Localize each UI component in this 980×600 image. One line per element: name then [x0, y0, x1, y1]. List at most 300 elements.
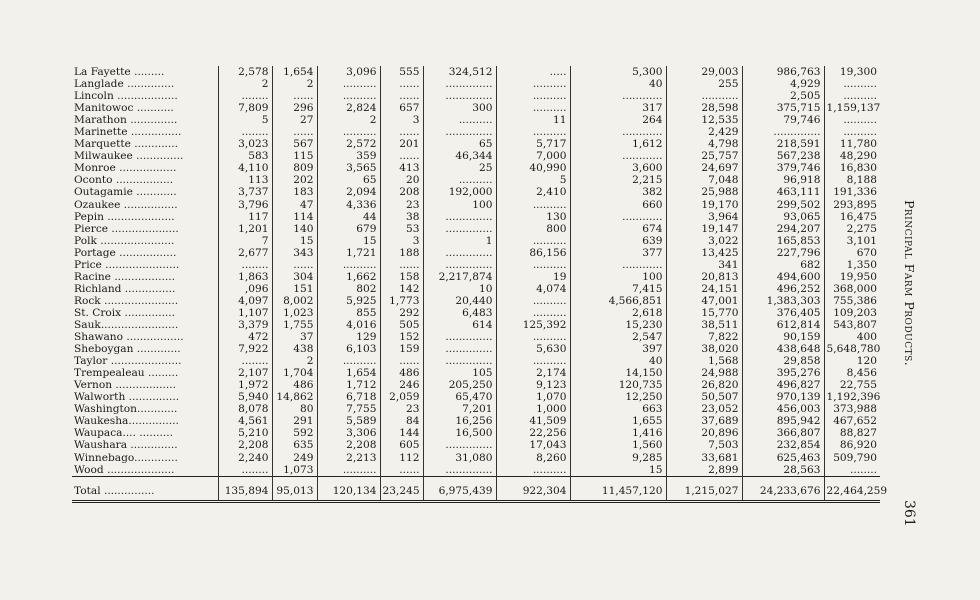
table-cell: 1,000 — [496, 403, 570, 415]
county-name: Racine .................. — [74, 270, 175, 283]
table-cell: 15,230 — [570, 319, 666, 331]
table-cell: 5,940 — [218, 391, 272, 403]
table-cell: 438,648 — [742, 343, 824, 355]
table-cell: 86,156 — [496, 247, 570, 259]
table-cell: 639 — [570, 235, 666, 247]
table-row — [72, 174, 880, 186]
table-cell: 625,463 — [742, 452, 824, 464]
table-cell: 191,336 — [824, 186, 880, 198]
table-row — [72, 162, 880, 174]
table-cell: .............. — [423, 439, 496, 451]
table-row — [72, 90, 880, 102]
table-cell: 2 — [218, 78, 272, 90]
total-row — [72, 476, 880, 501]
table-cell: 117 — [218, 211, 272, 223]
table-cell: 614 — [423, 319, 496, 331]
table-cell: ............ — [570, 259, 666, 271]
running-title: Principal Farm Products. — [902, 200, 917, 367]
table-cell: 375,715 — [742, 102, 824, 114]
table-cell: 25 — [423, 162, 496, 174]
table-row — [72, 295, 880, 307]
table-cell: 343 — [272, 247, 317, 259]
table-cell: 809 — [272, 162, 317, 174]
table-cell: 188 — [380, 247, 423, 259]
table-cell: 567 — [272, 138, 317, 150]
table-row — [72, 283, 880, 295]
table-cell: 413 — [380, 162, 423, 174]
table-cell: 38,511 — [666, 319, 742, 331]
table-cell: 93,065 — [742, 211, 824, 223]
table-row — [72, 343, 880, 355]
county-name: Taylor ..................... — [74, 355, 182, 368]
county-name: Marathon .............. — [74, 114, 178, 127]
total-cell: 1,215,027 — [666, 476, 742, 501]
table-cell: 2,505 — [742, 90, 824, 102]
table-cell: 304 — [272, 271, 317, 283]
table-cell: 90,159 — [742, 331, 824, 343]
table-cell: .......... — [496, 126, 570, 138]
table-cell: 2,213 — [317, 452, 380, 464]
table-cell: 505 — [380, 319, 423, 331]
table-cell: 1,560 — [570, 439, 666, 451]
table-cell: 755,386 — [824, 295, 880, 307]
table-cell: 96,918 — [742, 174, 824, 186]
table-cell: 7,755 — [317, 403, 380, 415]
table-cell: 44 — [317, 211, 380, 223]
table-cell: 33,681 — [666, 452, 742, 464]
table-cell: 112 — [380, 452, 423, 464]
table-cell: 5,630 — [496, 343, 570, 355]
table-cell: 2,677 — [218, 247, 272, 259]
table-cell: 663 — [570, 403, 666, 415]
table-cell: 17,043 — [496, 439, 570, 451]
table-cell: 7,809 — [218, 102, 272, 114]
table-cell: 165,853 — [742, 235, 824, 247]
table-row — [72, 427, 880, 439]
table-cell: ...... — [380, 90, 423, 102]
table-cell: 158 — [380, 271, 423, 283]
table-cell: 27 — [272, 114, 317, 126]
table-cell: 65 — [317, 174, 380, 186]
table-cell: 3,022 — [666, 235, 742, 247]
table-cell: .......... — [496, 355, 570, 367]
table-cell: .............. — [423, 126, 496, 138]
table-cell: 20,813 — [666, 271, 742, 283]
table-cell: 2 — [272, 355, 317, 367]
table-cell: 53 — [380, 223, 423, 235]
table-cell: 29,858 — [742, 355, 824, 367]
table-cell: 25,757 — [666, 150, 742, 162]
total-cell: 135,894 — [218, 476, 272, 501]
table-cell: .......... — [317, 355, 380, 367]
table-cell: 12,250 — [570, 391, 666, 403]
table-cell: 400 — [824, 331, 880, 343]
table-cell: 11,780 — [824, 138, 880, 150]
table-cell: .......... — [496, 199, 570, 211]
table-cell: 657 — [380, 102, 423, 114]
table-cell: 8,078 — [218, 403, 272, 415]
table-cell: 105 — [423, 367, 496, 379]
table-cell: ........ — [218, 259, 272, 271]
table-cell: 23,052 — [666, 403, 742, 415]
table-cell: 40 — [570, 78, 666, 90]
county-name: Richland ............... — [74, 282, 176, 295]
table-row — [72, 452, 880, 464]
table-cell: 22,755 — [824, 379, 880, 391]
table-row — [72, 355, 880, 367]
table-cell: 3,379 — [218, 319, 272, 331]
table-row — [72, 271, 880, 283]
table-cell: 50,507 — [666, 391, 742, 403]
table-cell: ........ — [218, 126, 272, 138]
table-cell: ,096 — [218, 283, 272, 295]
table-cell: ............ — [570, 126, 666, 138]
table-cell: 1,654 — [317, 367, 380, 379]
table-row — [72, 415, 880, 427]
table-cell: 24,151 — [666, 283, 742, 295]
table-cell: 28,598 — [666, 102, 742, 114]
county-name: Sheboygan ............. — [74, 343, 181, 356]
total-cell: 22,464,259 — [824, 476, 880, 501]
table-cell: 467,652 — [824, 415, 880, 427]
county-name: Waushara .............. — [74, 439, 178, 452]
county-name: Waupaca.... .......... — [74, 427, 173, 440]
table-cell: 7 — [218, 235, 272, 247]
table-cell: 20,440 — [423, 295, 496, 307]
county-name: Shawano ................. — [74, 331, 184, 344]
table-cell: 120 — [824, 355, 880, 367]
table-cell: 376,405 — [742, 307, 824, 319]
table-cell: 486 — [272, 379, 317, 391]
table-cell: ........ — [218, 90, 272, 102]
table-cell: 509,790 — [824, 452, 880, 464]
table-row — [72, 319, 880, 331]
table-cell: 23 — [380, 199, 423, 211]
table-cell: 88,827 — [824, 427, 880, 439]
table-cell: .............. — [423, 259, 496, 271]
table-cell: 22,256 — [496, 427, 570, 439]
table-cell: 205,250 — [423, 379, 496, 391]
table-cell: 48,290 — [824, 150, 880, 162]
table-cell: 300 — [423, 102, 496, 114]
table-cell: 202 — [272, 174, 317, 186]
table-cell: 8,260 — [496, 452, 570, 464]
table-cell: 2,059 — [380, 391, 423, 403]
table-cell: 249 — [272, 452, 317, 464]
table-cell: 379,746 — [742, 162, 824, 174]
table-row — [72, 66, 880, 78]
table-cell: 1,073 — [272, 464, 317, 477]
table-cell: .......... — [496, 331, 570, 343]
table-cell: .......... — [317, 259, 380, 271]
table-cell: 496,252 — [742, 283, 824, 295]
table-cell: 109,203 — [824, 307, 880, 319]
table-cell: .............. — [423, 355, 496, 367]
table-cell: 1,655 — [570, 415, 666, 427]
table-cell: 14,150 — [570, 367, 666, 379]
table-cell: 3,096 — [317, 66, 380, 78]
table-cell: .......... — [317, 90, 380, 102]
table-cell: 7,415 — [570, 283, 666, 295]
table-cell: 37,689 — [666, 415, 742, 427]
table-cell: 38 — [380, 211, 423, 223]
table-cell: 6,718 — [317, 391, 380, 403]
table-cell: .......... — [824, 114, 880, 126]
table-cell: .......... — [824, 90, 880, 102]
table-cell: .......... — [496, 259, 570, 271]
farm-products-table — [72, 66, 888, 503]
table-cell: 1,023 — [272, 307, 317, 319]
table-cell: 5,589 — [317, 415, 380, 427]
table-cell: 456,003 — [742, 403, 824, 415]
table-cell: 40,990 — [496, 162, 570, 174]
table-cell: 19,950 — [824, 271, 880, 283]
table-cell: 555 — [380, 66, 423, 78]
county-name: Manitowoc ........... — [74, 102, 174, 115]
table-cell: 1,773 — [380, 295, 423, 307]
table-cell: .......... — [496, 235, 570, 247]
table-cell: 201 — [380, 138, 423, 150]
table-cell: 293,895 — [824, 199, 880, 211]
table-row — [72, 78, 880, 90]
table-cell: 26,820 — [666, 379, 742, 391]
table-cell: .......... — [317, 464, 380, 477]
table-cell: 895,942 — [742, 415, 824, 427]
table-cell: 494,600 — [742, 271, 824, 283]
table-row — [72, 391, 880, 403]
table-cell: .............. — [742, 126, 824, 138]
table-cell: 2 — [317, 114, 380, 126]
table-cell: 9,285 — [570, 452, 666, 464]
table-cell: 4,097 — [218, 295, 272, 307]
table-cell: 208 — [380, 186, 423, 198]
table-cell: 31,080 — [423, 452, 496, 464]
table-cell: 496,827 — [742, 379, 824, 391]
table-cell: 2,410 — [496, 186, 570, 198]
table-cell: 3,796 — [218, 199, 272, 211]
table-cell: 660 — [570, 199, 666, 211]
table-cell: .............. — [423, 223, 496, 235]
table-cell: 6,483 — [423, 307, 496, 319]
table-row — [72, 126, 880, 138]
table-cell: 47 — [272, 199, 317, 211]
table-cell: .............. — [423, 247, 496, 259]
table-cell: 4,074 — [496, 283, 570, 295]
table-row — [72, 379, 880, 391]
table-row — [72, 102, 880, 114]
total-label: Total ............... — [72, 476, 218, 501]
table-cell: 152 — [380, 331, 423, 343]
table-cell: 130 — [496, 211, 570, 223]
table-cell: .............. — [423, 211, 496, 223]
total-cell: 23,245 — [380, 476, 423, 501]
table-cell: 100 — [570, 271, 666, 283]
table-cell: 2,094 — [317, 186, 380, 198]
table-cell: 2,217,874 — [423, 271, 496, 283]
table-cell: 395,276 — [742, 367, 824, 379]
county-name: Oconto ................. — [74, 174, 174, 187]
county-name: Rock ...................... — [74, 294, 179, 307]
table-cell: 1,863 — [218, 271, 272, 283]
table-cell: 7,503 — [666, 439, 742, 451]
county-name: Marinette ............... — [74, 126, 182, 139]
table-cell: 5 — [218, 114, 272, 126]
table-cell: ...... — [380, 259, 423, 271]
table-cell: 366,807 — [742, 427, 824, 439]
page-number: 361 — [901, 500, 917, 527]
table-cell: 80 — [272, 403, 317, 415]
table-cell: .......... — [496, 90, 570, 102]
table-cell: 3,023 — [218, 138, 272, 150]
table-cell: 2,572 — [317, 138, 380, 150]
county-name: Outagamie ............ — [74, 186, 177, 199]
table-cell: 1,192,396 — [824, 391, 880, 403]
table-cell: 7,048 — [666, 174, 742, 186]
table-cell: ........ — [218, 464, 272, 477]
table-cell: 25,988 — [666, 186, 742, 198]
table-cell: .......... — [496, 307, 570, 319]
table-cell: 3,964 — [666, 211, 742, 223]
table-cell: 24,697 — [666, 162, 742, 174]
table-cell: 7,822 — [666, 331, 742, 343]
table-cell: ...... — [380, 464, 423, 477]
table-cell: .......... — [496, 464, 570, 477]
table-cell: .............. — [423, 464, 496, 477]
table-cell: ............ — [570, 211, 666, 223]
table-cell: 605 — [380, 439, 423, 451]
county-name: St. Croix ............... — [74, 306, 176, 319]
county-name: Milwaukee .............. — [74, 150, 184, 163]
table-cell: 19,300 — [824, 66, 880, 78]
total-cell: 95,013 — [272, 476, 317, 501]
table-cell: 19 — [496, 271, 570, 283]
table-cell: 324,512 — [423, 66, 496, 78]
table-cell: 802 — [317, 283, 380, 295]
table-cell: 970,139 — [742, 391, 824, 403]
table-cell: 6,103 — [317, 343, 380, 355]
table-row — [72, 247, 880, 259]
table-cell: 2,618 — [570, 307, 666, 319]
table-cell: 24,988 — [666, 367, 742, 379]
table-cell: 38,020 — [666, 343, 742, 355]
table-cell: 19,147 — [666, 223, 742, 235]
table-cell: 368,000 — [824, 283, 880, 295]
table-cell: 3 — [380, 235, 423, 247]
table-cell: 1,612 — [570, 138, 666, 150]
total-cell: 6,975,439 — [423, 476, 496, 501]
table-cell: 986,763 — [742, 66, 824, 78]
table-cell: 1,755 — [272, 319, 317, 331]
table-cell: ........ — [824, 464, 880, 477]
table-cell: .......... — [317, 78, 380, 90]
table-cell: 46,344 — [423, 150, 496, 162]
table-cell: 583 — [218, 150, 272, 162]
table-cell: 192,000 — [423, 186, 496, 198]
table-cell: 65,470 — [423, 391, 496, 403]
table-cell: 16,256 — [423, 415, 496, 427]
table-cell: 2,429 — [666, 126, 742, 138]
table-cell: 9,123 — [496, 379, 570, 391]
total-cell: 922,304 — [496, 476, 570, 501]
table-cell: 359 — [317, 150, 380, 162]
table-cell: 8,456 — [824, 367, 880, 379]
county-name: Washington............ — [74, 403, 178, 416]
county-name: Vernon .................. — [74, 379, 177, 392]
table-cell: 299,502 — [742, 199, 824, 211]
table-cell: 1,416 — [570, 427, 666, 439]
table-cell: 292 — [380, 307, 423, 319]
table-cell: 7,000 — [496, 150, 570, 162]
table-cell: 2,215 — [570, 174, 666, 186]
table-cell: 142 — [380, 283, 423, 295]
table-cell: 12,535 — [666, 114, 742, 126]
table-cell: 4,561 — [218, 415, 272, 427]
table-cell: ............ — [570, 150, 666, 162]
table-cell: .......... — [824, 126, 880, 138]
table-cell: 674 — [570, 223, 666, 235]
table-cell: 79,746 — [742, 114, 824, 126]
table-cell: ..... — [496, 66, 570, 78]
table-cell: 1 — [423, 235, 496, 247]
table-row — [72, 403, 880, 415]
county-name: Portage ................. — [74, 246, 177, 259]
table-cell: 3,600 — [570, 162, 666, 174]
table-cell: 15 — [272, 235, 317, 247]
table-cell: .............. — [423, 331, 496, 343]
table-cell: 37 — [272, 331, 317, 343]
table-cell: 16,475 — [824, 211, 880, 223]
table-cell: 294,207 — [742, 223, 824, 235]
table-cell: 3,101 — [824, 235, 880, 247]
table-cell: ...... — [380, 150, 423, 162]
total-cell: 120,134 — [317, 476, 380, 501]
table-cell: 29,003 — [666, 66, 742, 78]
table-cell: 1,972 — [218, 379, 272, 391]
table-cell: 1,712 — [317, 379, 380, 391]
table-row — [72, 464, 880, 477]
table-cell: 1,568 — [666, 355, 742, 367]
county-name: Polk ...................... — [74, 234, 175, 247]
table-cell: 5 — [496, 174, 570, 186]
table-cell: 4,929 — [742, 78, 824, 90]
table-cell: 227,796 — [742, 247, 824, 259]
table-cell: ...... — [272, 126, 317, 138]
table-row — [72, 186, 880, 198]
table-cell: 255 — [666, 78, 742, 90]
table-row — [72, 307, 880, 319]
table-cell: .............. — [423, 78, 496, 90]
table-cell: 2,208 — [317, 439, 380, 451]
table-cell: 13,425 — [666, 247, 742, 259]
table-row — [72, 367, 880, 379]
table-cell: 86,920 — [824, 439, 880, 451]
table-cell: .......... — [496, 295, 570, 307]
total-cell: 24,233,676 — [742, 476, 824, 501]
table-cell: 144 — [380, 427, 423, 439]
table-cell: 567,238 — [742, 150, 824, 162]
county-name: La Fayette ......... — [74, 66, 165, 78]
county-name: Price ...................... — [74, 258, 180, 271]
county-name: Winnebago............. — [74, 451, 178, 464]
table-cell: 5,648,780 — [824, 343, 880, 355]
table-cell: 4,016 — [317, 319, 380, 331]
table-cell: 373,988 — [824, 403, 880, 415]
table-cell: 855 — [317, 307, 380, 319]
table-cell: 129 — [317, 331, 380, 343]
table-cell: ...... — [380, 355, 423, 367]
table-cell: 19,170 — [666, 199, 742, 211]
table-cell: .......... — [317, 126, 380, 138]
